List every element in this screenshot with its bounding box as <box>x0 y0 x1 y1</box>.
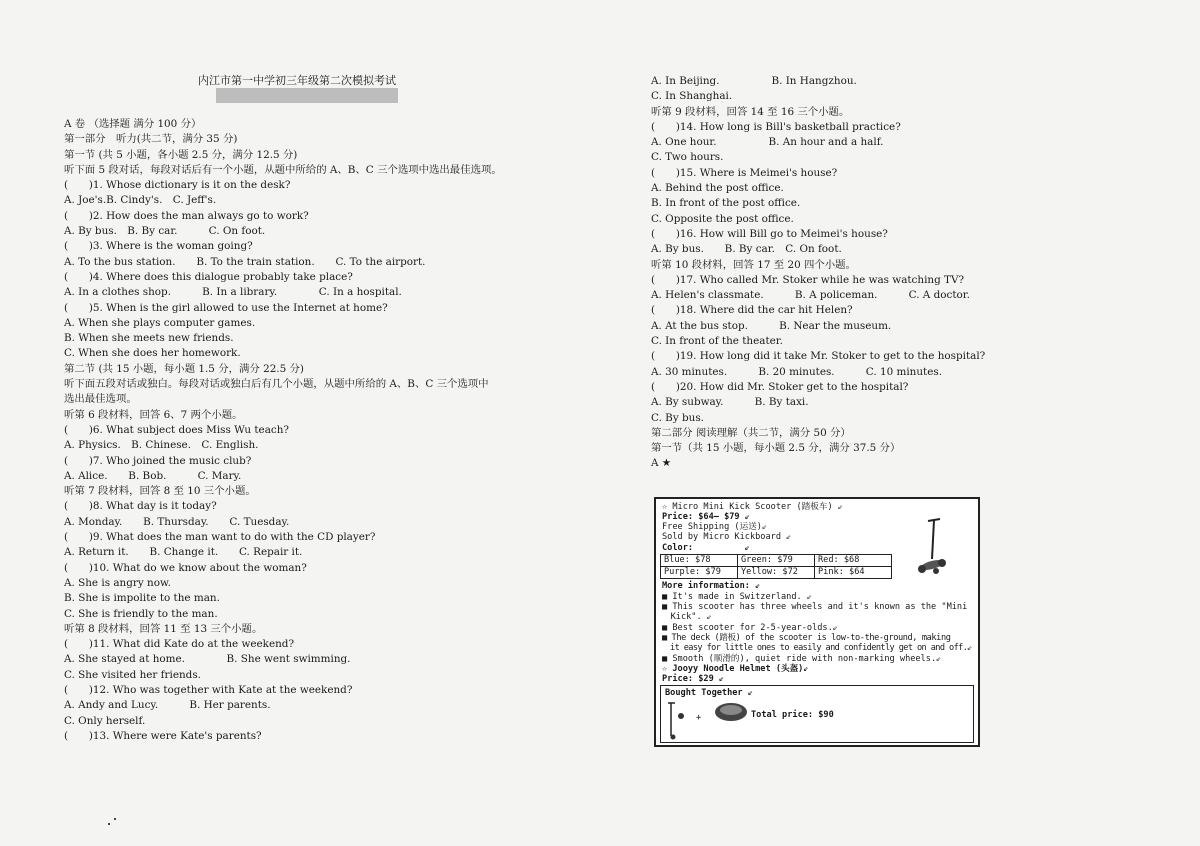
text-line: A 卷 （选择题 满分 100 分） <box>64 118 202 130</box>
table-row <box>661 555 892 567</box>
text-line: B. She is impolite to the man. <box>64 592 220 605</box>
text-line: 听第 8 段材料，回答 11 至 13 三个小题。 <box>64 622 263 635</box>
text-line: ( )3. Where is the woman going? <box>64 240 253 253</box>
ad-bullet: Kick". ⇙ <box>662 612 712 622</box>
text-line: A. Andy and Lucy. B. Her parents. <box>64 699 271 712</box>
ad-bullet: ■ This scooter has three wheels and it's known as the "Mini <box>662 602 968 612</box>
text-line: 听第 7 段材料，回答 8 至 10 三个小题。 <box>64 485 256 498</box>
text-line: ( )20. How did Mr. Stoker get to the hospital? <box>651 380 909 393</box>
text-line: A. Physics. B. Chinese. C. English. <box>64 439 259 452</box>
text-line: 第一节（共 15 小题，每小题 2.5 分，满分 37.5 分） <box>651 442 901 455</box>
table-row <box>661 567 892 579</box>
text-line: A. By subway. B. By taxi. <box>651 396 809 409</box>
bought-together-label: Bought Together ⇙ <box>665 688 753 698</box>
text-line: A ★ <box>651 457 672 470</box>
text-line: ( )15. Where is Meimei's house? <box>651 166 838 179</box>
text-line: 第一部分 听力(共二节，满分 35 分) <box>64 133 238 146</box>
text-line: A. In a clothes shop. B. In a library. C. In a hospital. <box>64 286 402 299</box>
ad-price: Price: $64— $79 ⇙ <box>662 512 750 522</box>
text-line: A. Helen's classmate. B. A policeman. C. A doctor. <box>651 289 970 302</box>
text-line: C. Only herself. <box>64 714 146 727</box>
text-line: 听第 9 段材料，回答 14 至 16 三个小题。 <box>651 105 850 118</box>
text-line: C. Opposite the post office. <box>651 212 794 225</box>
text-line: A. By bus. B. By car. C. On foot. <box>64 225 266 238</box>
text-line: A. Alice. B. Bob. C. Mary. <box>64 469 242 482</box>
text-line: C. She visited her friends. <box>64 668 201 681</box>
right-column <box>651 74 991 472</box>
text-line: A. In Beijing. B. In Hangzhou. <box>651 75 857 87</box>
text-line: 第一节 (共 5 小题，各小题 2.5 分，满分 12.5 分) <box>64 148 298 161</box>
scooter-advertisement <box>654 497 980 747</box>
exam-title: 内江市第一中学初三年级第二次模拟考试 <box>198 74 396 87</box>
text-line: C. When she does her homework. <box>64 347 241 360</box>
text-line: ( )4. Where does this dialogue probably take place? <box>64 270 353 283</box>
text-line: A. When she plays computer games. <box>64 316 256 329</box>
text-line: 听下面五段对话或独白。每段对话或独白后有几个小题，从题中所给的 A、B、C 三个选项中 <box>64 378 489 391</box>
text-line: ( )5. When is the girl allowed to use the Internet at home? <box>64 301 388 314</box>
text-line: B. In front of the post office. <box>651 197 801 210</box>
ad-bullet: ■ Best scooter for 2-5-year-olds.⇙ <box>662 623 838 633</box>
text-line: A. She stayed at home. B. She went swimming. <box>64 653 351 666</box>
text-line: 听第 10 段材料，回答 17 至 20 四个小题。 <box>651 258 856 271</box>
text-line: A. Return it. B. Change it. C. Repair it. <box>64 546 303 559</box>
ad-bullet: ■ Smooth (顺滑的), quiet ride with non-marking wheels.⇙ <box>662 654 942 664</box>
price-cell: Purple: $79 <box>661 567 738 579</box>
ad-sold-by: Sold by Micro Kickboard ⇙ <box>662 532 792 542</box>
text-line: 选出最佳选项。 <box>64 393 137 406</box>
scooter-thumbnail <box>665 700 691 740</box>
text-line: ( )18. Where did the car hit Helen? <box>651 304 853 317</box>
text-line: ( )17. Who called Mr. Stoker while he was watching TV? <box>651 273 965 286</box>
ad-bullet: ■ The deck (踏板) of the scooter is low-to-the-ground, making <box>662 633 951 643</box>
text-line: C. She is friendly to the man. <box>64 607 218 620</box>
text-line: ( )1. Whose dictionary is it on the desk? <box>64 179 291 192</box>
ad-shipping: Free Shipping (运送)⇙ <box>662 522 768 532</box>
text-line: A. Joe's.B. Cindy's. C. Jeff's. <box>64 194 217 207</box>
ad-color-label: Color: ⇙ <box>662 543 750 553</box>
text-line: A. Monday. B. Thursday. C. Tuesday. <box>64 515 290 528</box>
text-line: ( )14. How long is Bill's basketball practice? <box>651 120 901 133</box>
color-price-table <box>660 554 892 579</box>
scooter-image <box>906 513 966 579</box>
text-line: 听第 6 段材料，回答 6、7 两个小题。 <box>64 408 243 421</box>
price-cell: Green: $79 <box>738 555 815 567</box>
ad-helmet-price: Price: $29 ⇙ <box>662 674 725 684</box>
text-line: A. 30 minutes. B. 20 minutes. C. 10 minutes. <box>651 365 943 378</box>
text-line: ( )6. What subject does Miss Wu teach? <box>64 423 289 436</box>
price-cell: Red: $68 <box>815 555 892 567</box>
text-line: C. In front of the theater. <box>651 335 783 348</box>
ad-bullet: it easy for little ones to easily and confidently get on and off.⇙ <box>662 643 972 653</box>
text-line: ( )2. How does the man always go to work? <box>64 209 309 222</box>
text-line: C. By bus. <box>651 411 704 424</box>
text-line: ( )12. Who was together with Kate at the weekend? <box>64 683 353 696</box>
text-line: A. By bus. B. By car. C. On foot. <box>651 243 842 256</box>
text-line: A. To the bus station. B. To the train station. C. To the airport. <box>64 255 426 268</box>
scan-speck <box>108 823 110 825</box>
ad-more-info: More information: ⇙ <box>662 581 761 591</box>
redacted-bar <box>216 88 398 103</box>
text-line: ( )13. Where were Kate's parents? <box>64 729 262 742</box>
left-column <box>64 117 554 744</box>
text-line: ( )16. How will Bill go to Meimei's house? <box>651 227 888 240</box>
text-line: 第二节 (共 15 小题，每小题 1.5 分，满分 22.5 分) <box>64 362 304 375</box>
text-line: A. One hour. B. An hour and a half. <box>651 136 884 149</box>
ad-product-title: ☆ Micro Mini Kick Scooter (踏板车) ⇙ <box>662 502 843 512</box>
text-line: 听下面 5 段对话，每段对话后有一个小题，从题中所给的 A、B、C 三个选项中选出最佳选项。 <box>64 163 502 176</box>
text-line: ( )7. Who joined the music club? <box>64 454 252 467</box>
text-line: ( )11. What did Kate do at the weekend? <box>64 638 295 651</box>
text-line: C. Two hours. <box>651 151 724 164</box>
text-line: ( )8. What day is it today? <box>64 500 217 513</box>
ad-bullet: ■ It's made in Switzerland. ⇙ <box>662 592 813 602</box>
text-line: A. At the bus stop. B. Near the museum. <box>651 319 892 332</box>
helmet-image <box>713 700 749 722</box>
text-line: ( )19. How long did it take Mr. Stoker to get to the hospital? <box>651 350 986 363</box>
ad-helmet-title: ☆ Jooyy Noodle Helmet (头盔)⇙ <box>662 664 809 674</box>
text-line: A. She is angry now. <box>64 576 171 589</box>
text-line: ( )9. What does the man want to do with the CD player? <box>64 531 376 544</box>
bought-together-box <box>660 685 974 743</box>
total-price: Total price: $90 <box>751 710 834 720</box>
scan-speck <box>114 818 116 820</box>
text-line: ( )10. What do we know about the woman? <box>64 561 307 574</box>
price-cell: Blue: $78 <box>661 555 738 567</box>
text-line: 第二部分 阅读理解（共二节，满分 50 分） <box>651 426 851 439</box>
plus-sign: + <box>696 713 702 723</box>
text-line: C. In Shanghai. <box>651 90 733 103</box>
price-cell: Pink: $64 <box>815 567 892 579</box>
text-line: B. When she meets new friends. <box>64 332 234 345</box>
price-cell: Yellow: $72 <box>738 567 815 579</box>
text-line: A. Behind the post office. <box>651 182 784 195</box>
